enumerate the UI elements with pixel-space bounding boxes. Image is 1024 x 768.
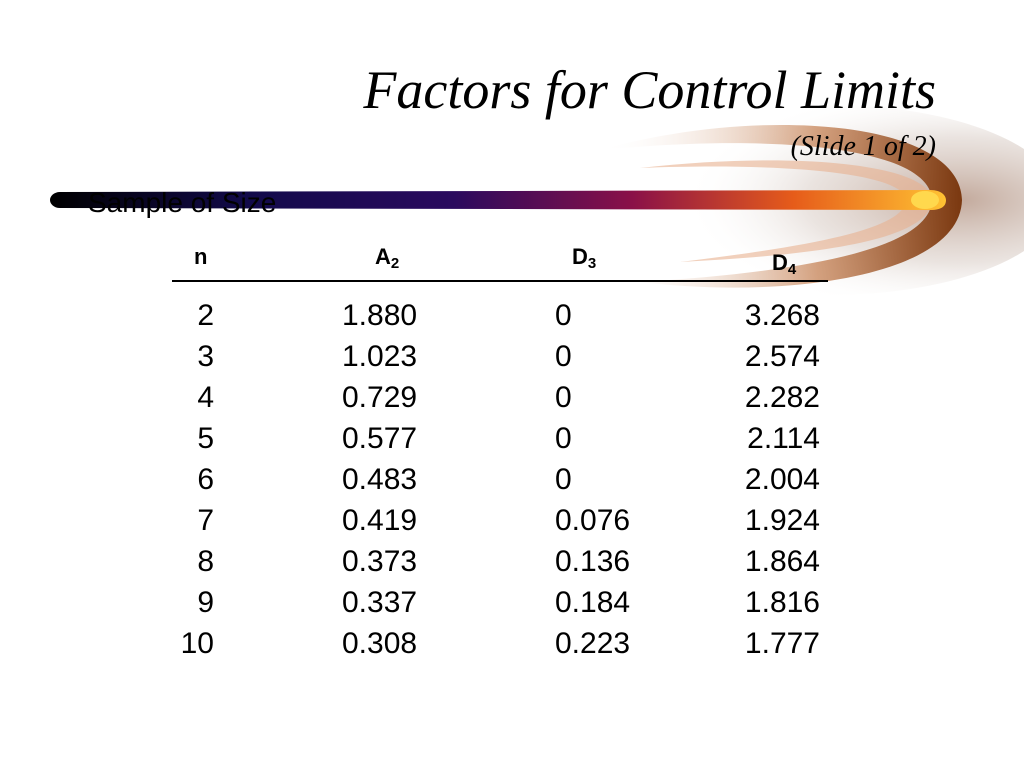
table-row <box>0 500 1024 541</box>
header-d4-subscript: 4 <box>787 261 797 278</box>
cell-d3: 0 <box>555 381 572 414</box>
header-n-label: n <box>194 244 208 269</box>
cell-a2: 0.419 <box>342 504 418 537</box>
cell-n: 4 <box>197 381 214 414</box>
column-caption: Sample of Size <box>88 187 277 218</box>
header-d4 <box>772 250 796 276</box>
header-a2-base: A <box>375 244 391 269</box>
cell-d3: 0.184 <box>555 586 631 619</box>
cell-d4: 1.864 <box>744 545 820 578</box>
cell-a2: 1.880 <box>342 299 418 332</box>
cell-n: 2 <box>197 299 214 332</box>
cell-a2: 0.729 <box>342 381 418 414</box>
table-row <box>0 623 1024 664</box>
factors-table-body <box>0 295 1024 664</box>
cell-d4: 1.816 <box>744 586 820 619</box>
cell-a2: 0.483 <box>342 463 418 496</box>
cell-n: 3 <box>197 340 214 373</box>
header-divider <box>172 280 828 282</box>
slide-subtitle: (Slide 1 of 2) <box>790 131 936 162</box>
table-row <box>0 295 1024 336</box>
slide-title: Factors for Control Limits <box>363 60 936 120</box>
cell-d3: 0 <box>555 463 572 496</box>
table-row <box>0 418 1024 459</box>
cell-n: 6 <box>197 463 214 496</box>
header-d3 <box>572 244 596 270</box>
table-row <box>0 377 1024 418</box>
cell-d4: 2.574 <box>744 340 820 373</box>
table-row <box>0 336 1024 377</box>
cell-d3: 0 <box>555 422 572 455</box>
cell-d3: 0 <box>555 340 572 373</box>
cell-d3: 0.223 <box>555 627 631 660</box>
header-d3-subscript: 3 <box>587 255 597 272</box>
cell-d4: 1.924 <box>744 504 820 537</box>
cell-d4: 2.004 <box>744 463 820 496</box>
cell-a2: 0.577 <box>342 422 418 455</box>
header-a2-subscript: 2 <box>390 255 400 272</box>
header-d4-base: D <box>772 250 788 275</box>
cell-d3: 0.136 <box>555 545 631 578</box>
cell-d3: 0.076 <box>555 504 631 537</box>
header-a2 <box>375 244 399 270</box>
header-n <box>194 244 207 270</box>
cell-a2: 0.308 <box>342 627 418 660</box>
cell-d4: 3.268 <box>744 299 820 332</box>
cell-a2: 1.023 <box>342 340 418 373</box>
cell-d3: 0 <box>555 299 572 332</box>
table-row <box>0 541 1024 582</box>
table-row <box>0 459 1024 500</box>
cell-n: 8 <box>197 545 214 578</box>
cell-d4: 2.114 <box>747 422 820 455</box>
cell-n: 7 <box>197 504 214 537</box>
cell-n: 5 <box>197 422 214 455</box>
cell-a2: 0.373 <box>342 545 418 578</box>
cell-d4: 2.282 <box>744 381 820 414</box>
header-d3-base: D <box>572 244 588 269</box>
table-row <box>0 582 1024 623</box>
cell-n: 10 <box>180 627 214 660</box>
cell-n: 9 <box>197 586 214 619</box>
cell-a2: 0.337 <box>342 586 418 619</box>
cell-d4: 1.777 <box>744 627 820 660</box>
